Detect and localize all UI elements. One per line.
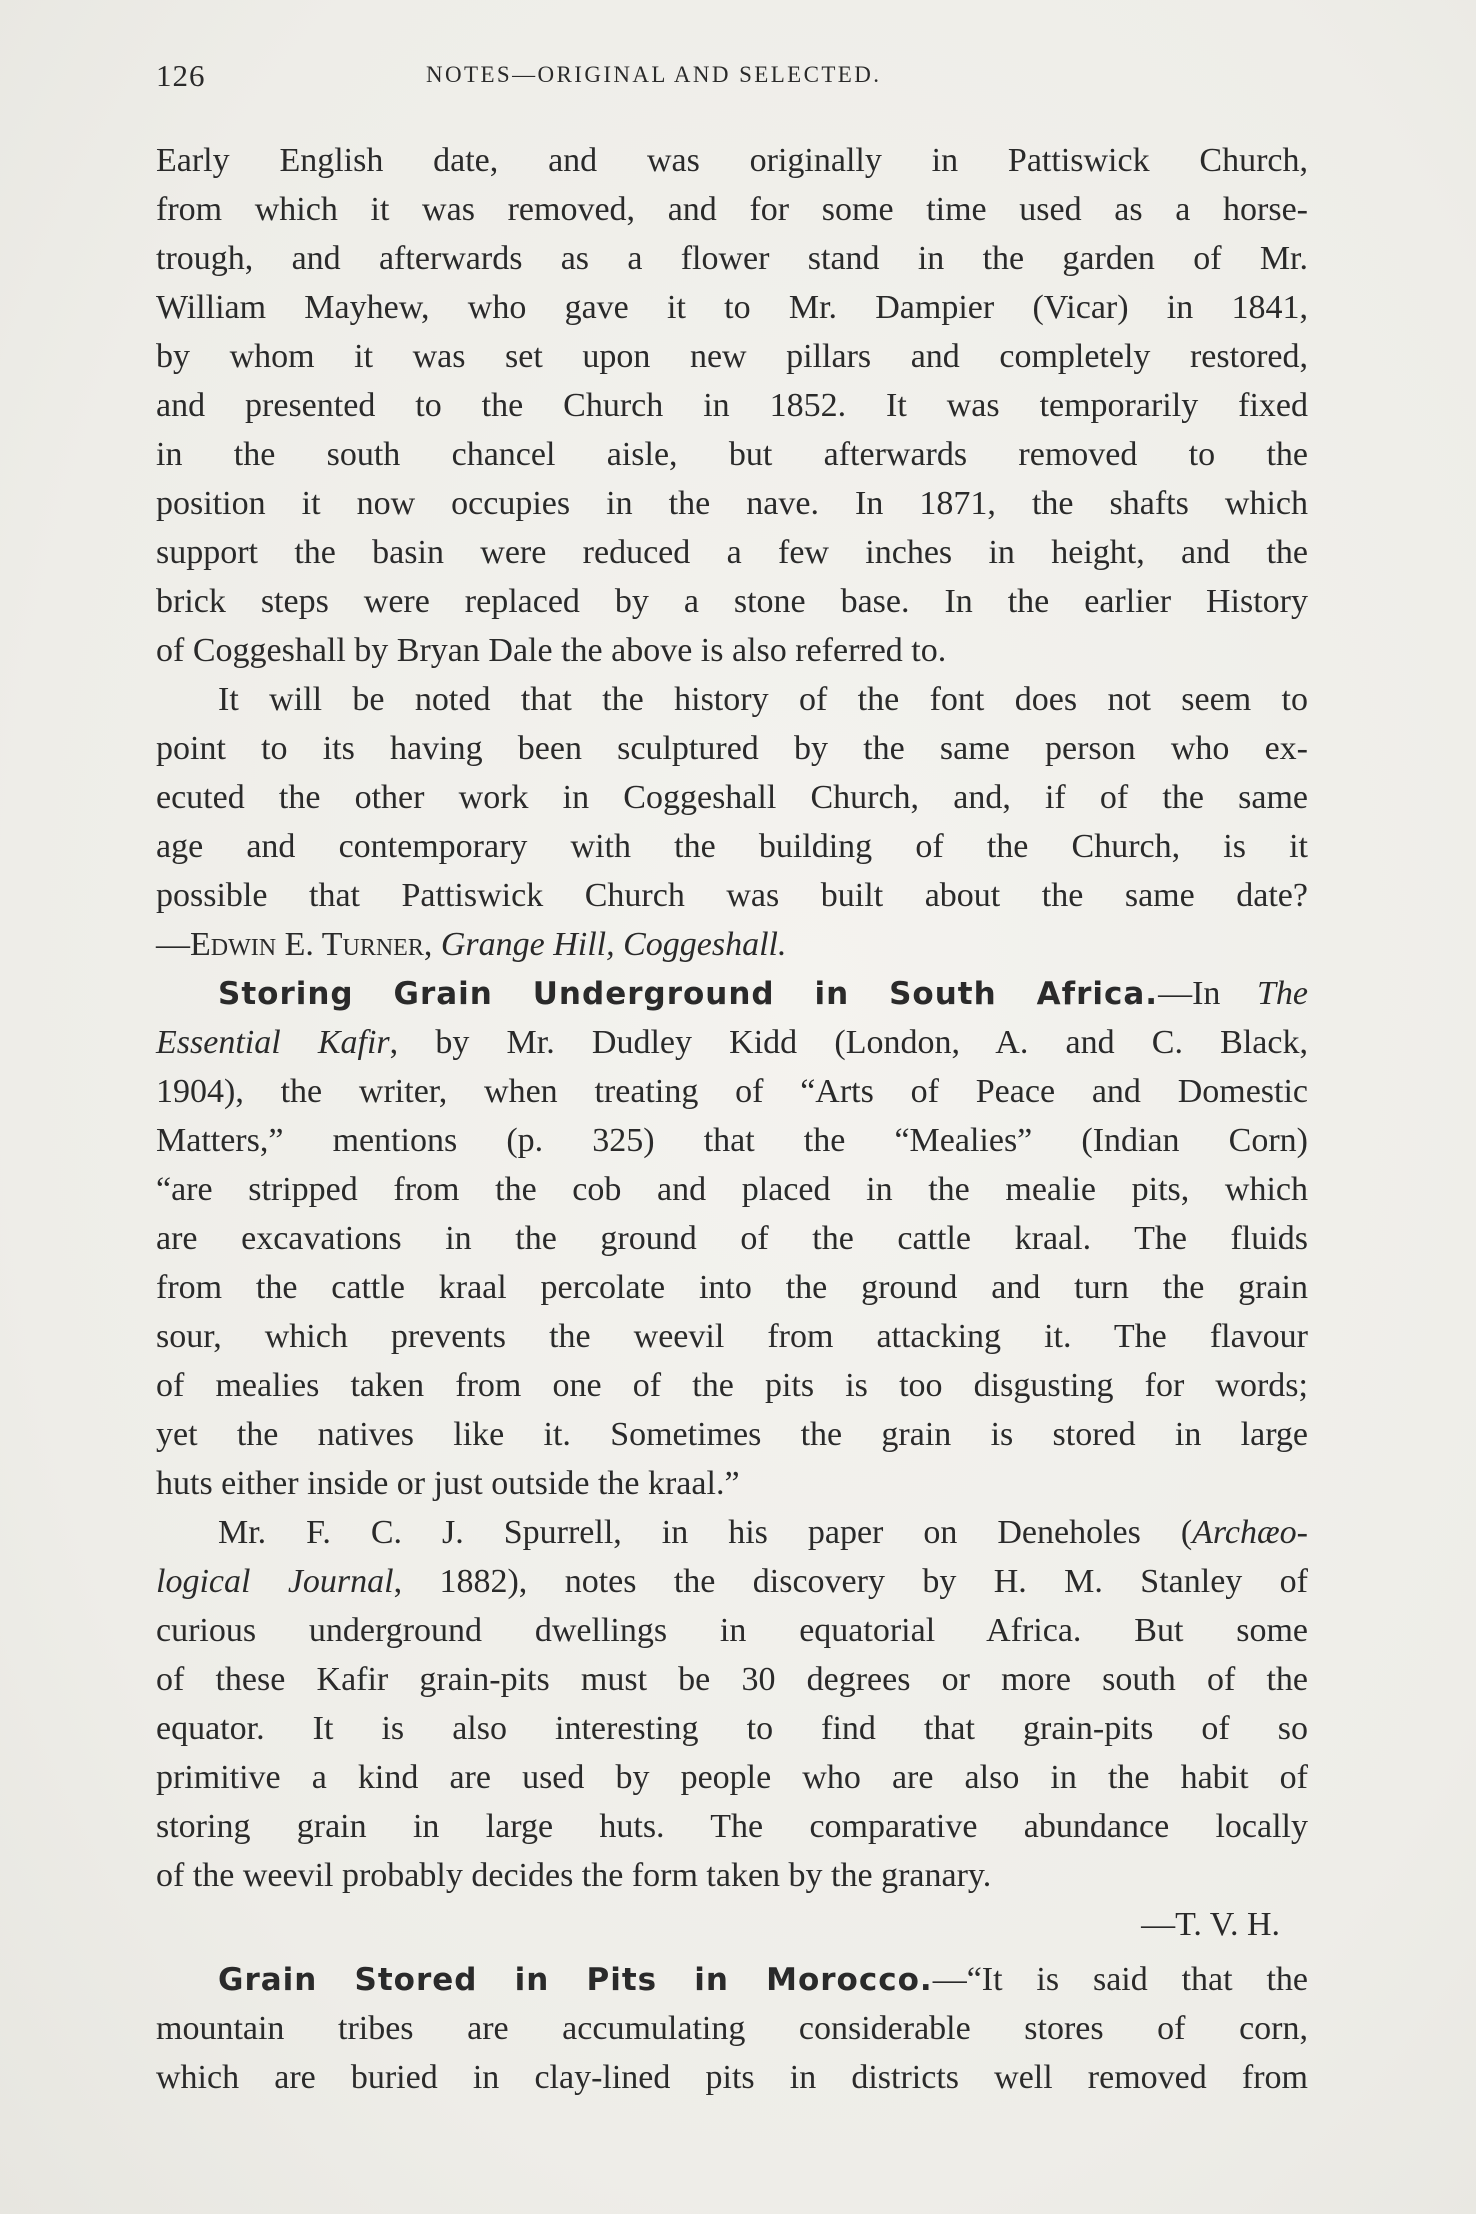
section-heading-line: [156, 1955, 1308, 2004]
text-line: huts either inside or just outside the kraal.”: [156, 1465, 740, 1502]
paragraph-deneholes: [156, 1508, 1308, 1949]
text-line: “are stripped from the cob and placed in the mealie pits, which: [156, 1171, 1308, 1208]
text-line: of these Kafir grain-pits must be 30 degrees or more south of the: [156, 1661, 1308, 1698]
text-line: are excavations in the ground of the cattle kraal. The fluids: [156, 1220, 1308, 1257]
author-name: Edwin E. Turner: [190, 926, 424, 963]
text-line: possible that Pattiswick Church was built about the same date?: [156, 877, 1308, 914]
paragraph-font-sculptor: [156, 675, 1308, 969]
text-line: support the basin were reduced a few inches in height, and the: [156, 534, 1308, 571]
text-line: [156, 1557, 1308, 1606]
running-head: NOTES—ORIGINAL AND SELECTED.: [426, 62, 882, 87]
paragraph-font-history: [156, 136, 1308, 675]
journal-title: logical Journal: [156, 1563, 394, 1600]
text-line: 1904), the writer, when treating of “Arts of Peace and Domestic: [156, 1073, 1308, 1110]
heading-continuation: —“It is said that the: [932, 1961, 1308, 1998]
text-line: It will be noted that the history of the font does not seem to: [218, 681, 1308, 718]
text-line: curious underground dwellings in equatorial Africa. But some: [156, 1612, 1308, 1649]
text-fragment: , by Mr. Dudley Kidd (London, A. and C. Black,: [389, 1024, 1308, 1061]
text-line: primitive a kind are used by people who are also in the habit of: [156, 1759, 1308, 1796]
text-line: ecuted the other work in Coggeshall Church, and, if of the same: [156, 779, 1308, 816]
text-line: mountain tribes are accumulating considerable stores of corn,: [156, 2010, 1308, 2047]
section-heading-line: [156, 969, 1308, 1018]
text-line: trough, and afterwards as a flower stand in the garden of Mr.: [156, 240, 1308, 277]
text-line: yet the natives like it. Sometimes the grain is stored in large: [156, 1416, 1308, 1453]
signature-line: —T. V. H.: [1141, 1906, 1280, 1943]
text-line: of Coggeshall by Bryan Dale the above is also referred to.: [156, 632, 947, 669]
text-line: William Mayhew, who gave it to Mr. Dampier (Vicar) in 1841,: [156, 289, 1308, 326]
book-title: Essential Kafir: [156, 1024, 390, 1061]
section-heading: Grain Stored in Pits in Morocco.: [218, 1962, 933, 1998]
page-header: [156, 58, 1320, 98]
text-line: sour, which prevents the weevil from attacking it. The flavour: [156, 1318, 1308, 1355]
book-title: The: [1257, 975, 1308, 1012]
text-line: in the south chancel aisle, but afterwards removed to the: [156, 436, 1308, 473]
text-fragment: , 1882), notes the discovery by H. M. Stanley of: [393, 1563, 1308, 1600]
section-morocco: [156, 1955, 1308, 2102]
text-line: Early English date, and was originally in Pattiswick Church,: [156, 142, 1308, 179]
author-place: Grange Hill, Coggeshall.: [440, 926, 787, 963]
signature-line: [156, 920, 1308, 969]
body-text: [156, 136, 1308, 2102]
text-fragment: Mr. F. C. J. Spurrell, in his paper on Deneholes (: [218, 1514, 1193, 1551]
heading-continuation: —In: [1158, 975, 1257, 1012]
text-line: of the weevil probably decides the form taken by the granary.: [156, 1857, 992, 1894]
text-line: [156, 1508, 1308, 1557]
text-line: by whom it was set upon new pillars and completely restored,: [156, 338, 1308, 375]
text-line: which are buried in clay-lined pits in districts well removed from: [156, 2059, 1308, 2096]
page-number: 126: [156, 58, 206, 93]
journal-title: Archæo-: [1192, 1514, 1308, 1551]
signature-dash: —: [156, 926, 190, 963]
text-line: position it now occupies in the nave. In 1871, the shafts which: [156, 485, 1308, 522]
text-line: Matters,” mentions (p. 325) that the “Mealies” (Indian Corn): [156, 1122, 1308, 1159]
text-line: age and contemporary with the building of the Church, is it: [156, 828, 1308, 865]
signature-comma: ,: [423, 926, 441, 963]
text-line: equator. It is also interesting to find that grain-pits of so: [156, 1710, 1308, 1747]
text-line: point to its having been sculptured by the same person who ex-: [156, 730, 1308, 767]
text-line: storing grain in large huts. The comparative abundance locally: [156, 1808, 1308, 1845]
text-line: [156, 1018, 1308, 1067]
text-line: brick steps were replaced by a stone base. In the earlier History: [156, 583, 1308, 620]
text-line: of mealies taken from one of the pits is too disgusting for words;: [156, 1367, 1308, 1404]
text-line: from which it was removed, and for some time used as a horse-: [156, 191, 1308, 228]
text-line: and presented to the Church in 1852. It was temporarily fixed: [156, 387, 1308, 424]
text-line: from the cattle kraal percolate into the ground and turn the grain: [156, 1269, 1308, 1306]
section-heading: Storing Grain Underground in South Africa.: [218, 976, 1159, 1012]
section-south-africa: [156, 969, 1308, 1508]
